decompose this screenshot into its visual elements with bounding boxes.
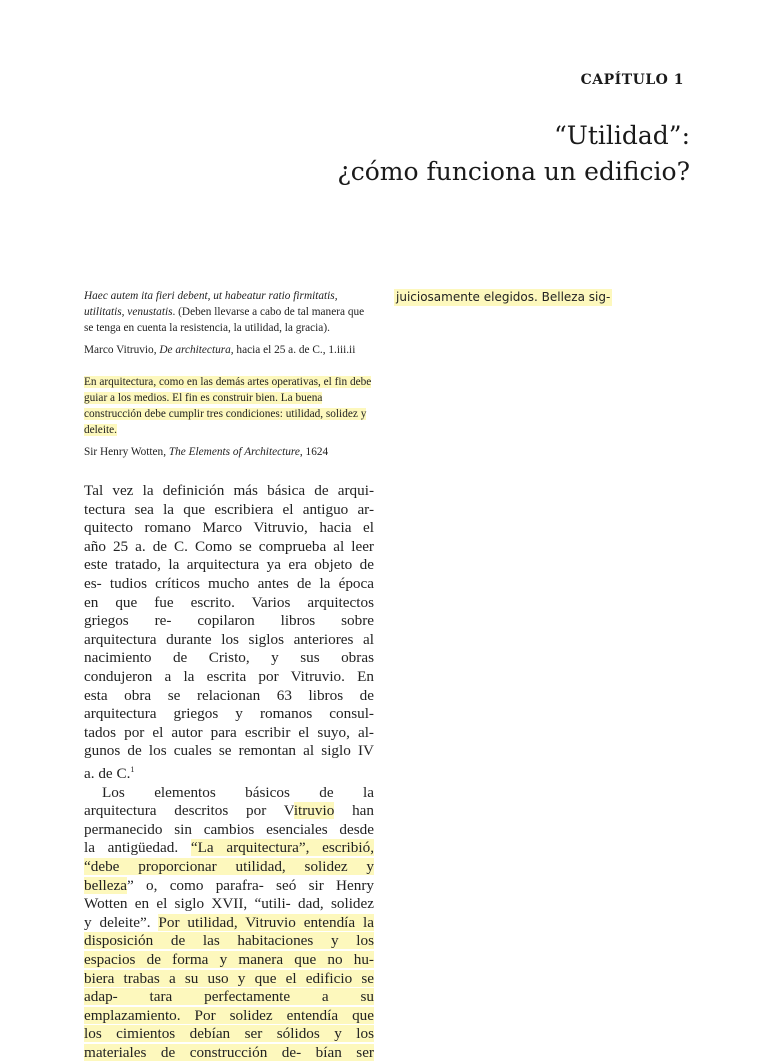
text-segment: ” o, como parafra- seó sir Henry [127, 876, 374, 894]
highlighted-text: itruvio [293, 802, 335, 820]
highlighted-text: belleza [84, 876, 127, 894]
text-line [84, 951, 374, 970]
text-segment: arquitectura griegos y romanos consul- [84, 705, 374, 723]
text-segment: en que fue escrito. Varios arquitectos [84, 593, 374, 611]
text-line [84, 742, 374, 761]
text-segment: nacimiento de Cristo, y sus obras [84, 649, 374, 667]
body-text [84, 482, 374, 1062]
text-line [84, 538, 374, 557]
title-line-1: “Utilidad”: [554, 121, 690, 150]
highlighted-text: disposición de las habitaciones y los [84, 932, 374, 950]
footnote-marker[interactable]: 1 [130, 764, 135, 774]
text-line [84, 761, 374, 784]
vitruvius-quote [84, 288, 376, 336]
text-line [84, 649, 374, 668]
wotten-quote [84, 374, 376, 438]
highlighted-text: adap- tara perfectamente a su [84, 988, 374, 1006]
text-line [84, 501, 374, 520]
highlighted-text: materiales de construcción de- bían ser [84, 1043, 374, 1061]
text-line [84, 482, 374, 501]
text-line [84, 877, 374, 896]
text-segment: quitecto romano Marco Vitruvio, hacia el [84, 519, 374, 537]
chapter-label: CAPÍTULO 1 [580, 72, 684, 88]
highlighted-text: Por utilidad, Vitruvio entendía la [158, 913, 375, 931]
text-segment: este tratado, la arquitectura ya era objeto de [84, 556, 374, 574]
text-line [84, 668, 374, 687]
highlighted-text: emplazamiento. Por solidez entendía que [84, 1006, 374, 1024]
translation-text: . (Deben llevarse a cabo de tal manera que se tenga en cuenta la resistencia, la utilidad, la gracia). [84, 306, 365, 334]
highlighted-text: biera trabas a su uso y que el edificio se [84, 969, 374, 987]
text-line [84, 839, 374, 858]
text-line [84, 1025, 374, 1044]
date: , 1624 [299, 446, 329, 458]
highlighted-text: “La arquitectura”, escribió, [190, 839, 374, 857]
text-segment: han [334, 802, 374, 820]
author: Sir Henry Wotten, [84, 446, 169, 458]
text-line [84, 1007, 374, 1026]
highlighted-text: espacios de forma y manera que no hu- [84, 950, 374, 968]
text-segment: permanecido sin cambios esenciales desde [84, 820, 374, 838]
text-line [84, 687, 374, 706]
highlighted-quote: En arquitectura, como en las demás artes operativas, el fin debe guiar a los medios. El fin es construir bien. La buena construcción debe cumplir tres condiciones: utilidad, solidez y deleite. [84, 376, 372, 436]
text-segment: Tal vez la definición más básica de arqui- [84, 482, 374, 499]
right-column-text: juiciosamente elegidos. Belleza sig- [396, 290, 611, 304]
text-line [84, 1044, 374, 1062]
text-segment: tados por el autor para escribir el suyo, al- [84, 723, 374, 741]
highlighted-text: los cimientos debían ser sólidos y los [84, 1025, 374, 1043]
text-line [84, 895, 374, 914]
text-segment: gunos de los cuales se remontan al siglo IV [84, 742, 374, 760]
text-line [84, 858, 374, 877]
text-segment: arquitectura durante los siglos anteriores al [84, 630, 374, 648]
highlighted-text: “debe proporcionar utilidad, solidez y [84, 857, 374, 875]
text-segment: Wotten en el siglo XVII, “utili- dad, solidez [84, 895, 374, 913]
chapter-title [337, 118, 690, 190]
text-line [84, 802, 374, 821]
work-title: De architectura, [159, 344, 234, 356]
latin-text: Haec autem ita fieri debent, ut habeatur ratio firmitatis, utilitatis, venustatis [84, 290, 338, 318]
date: hacia el 25 a. de C., 1.iii.ii [233, 344, 356, 356]
text-segment: condujeron a la escrita por Vitruvio. En [84, 667, 374, 685]
text-segment: año 25 a. de C. Como se comprueba al leer [84, 537, 374, 555]
text-segment: y deleite”. [84, 913, 159, 931]
text-segment: tectura sea la que escribiera el antiguo ar- [84, 500, 374, 518]
text-segment: Los elementos básicos de la [102, 783, 374, 801]
text-segment: arquitectura descritos por V [84, 802, 294, 820]
wotten-attribution [84, 444, 376, 460]
text-segment: esta obra se relacionan 63 libros de [84, 686, 374, 704]
epigraphs [84, 288, 376, 466]
vitruvius-attribution [84, 342, 376, 358]
text-segment: a. de C. [84, 764, 131, 782]
text-line [84, 519, 374, 538]
text-line [84, 575, 374, 594]
text-line [84, 784, 374, 803]
text-line [84, 932, 374, 951]
text-line [84, 988, 374, 1007]
text-line [84, 612, 374, 631]
text-line [84, 594, 374, 613]
text-line [84, 705, 374, 724]
author: Marco Vitruvio, [84, 344, 160, 356]
text-segment: griegos re- copilaron libros sobre [84, 612, 374, 630]
text-segment: es- tudios críticos mucho antes de la época [84, 574, 374, 592]
text-line [84, 970, 374, 989]
text-line [84, 914, 374, 933]
text-line [84, 631, 374, 650]
text-line [84, 556, 374, 575]
text-segment: la antigüedad. [84, 839, 191, 857]
text-line [84, 821, 374, 840]
title-line-2: ¿cómo funciona un edificio? [337, 157, 690, 186]
text-line [84, 724, 374, 743]
work-title: The Elements of Architecture [168, 446, 300, 458]
